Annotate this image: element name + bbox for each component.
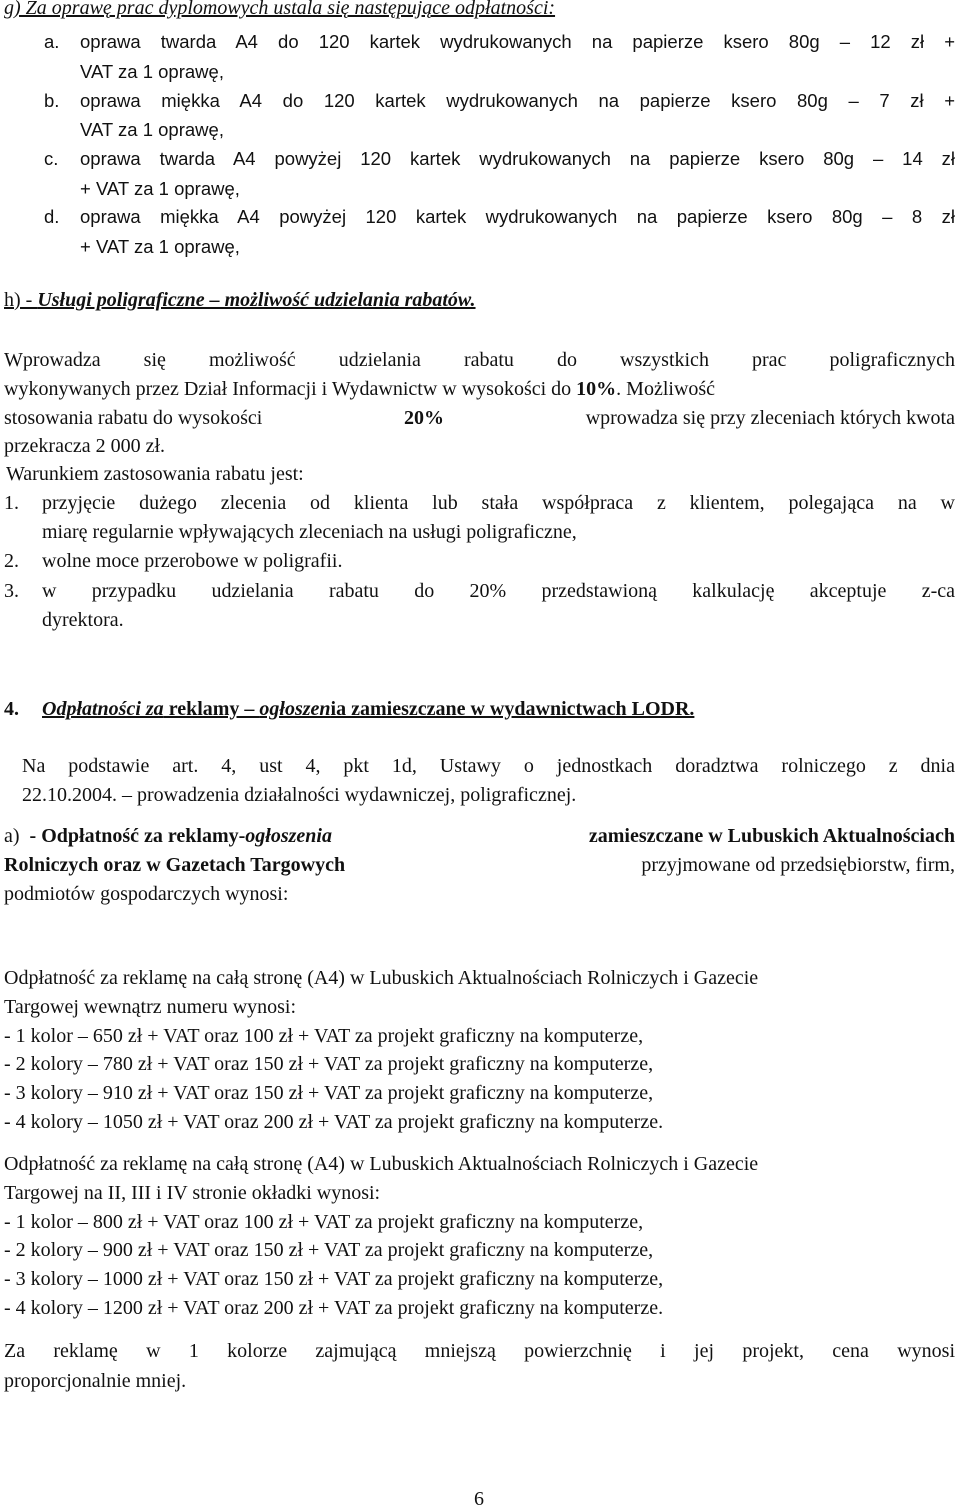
section-4-number: 4. [4, 698, 19, 720]
section-a-line2 [4, 853, 955, 877]
item-d-line2: + VAT za 1 oprawę, [80, 236, 240, 257]
section-a-line2-rest: przyjmowane od przedsiębiorstw, firm, [641, 854, 955, 876]
rabat-para-line2 [4, 377, 715, 401]
condition-3-marker: 3. [4, 580, 19, 602]
item-a-line2: VAT za 1 oprawę, [80, 61, 224, 82]
section-h-title: Usługi poligraficzne – możliwość udzielania rabatów. [37, 289, 476, 311]
rabat-para-line2a: wykonywanych przez Dział Informacji i Wydawnictw w wysokości do [4, 378, 572, 400]
pricing-cover-row: - 1 kolor – 800 zł + VAT oraz 100 zł + VAT za projekt graficzny na komputerze, [4, 1211, 644, 1233]
section-a-line1 [4, 824, 955, 848]
rabat-para-line3c: wprowadza się przy zleceniach których kwota [585, 407, 955, 429]
pricing-inside-row: - 4 kolory – 1050 zł + VAT oraz 200 zł + VAT za projekt graficzny na komputerze. [4, 1111, 664, 1133]
section-a-title-c: zamieszczane w Lubuskich Aktualnościach [588, 825, 955, 847]
condition-3-line2: dyrektora. [42, 609, 124, 631]
section-4-heading-part2: reklamy – [163, 698, 260, 720]
pricing-cover-intro2: Targowej na II, III i IV stronie okładki wynosi: [4, 1182, 381, 1204]
pricing-cover-row: - 4 kolory – 1200 zł + VAT oraz 200 zł + VAT za projekt graficzny na komputerze. [4, 1297, 664, 1319]
rabat-20-percent: 20% [404, 407, 444, 429]
condition-3-line1: w przypadku udzielania rabatu do 20% przedstawioną kalkulację akceptuje z-ca [42, 580, 955, 602]
section-4-basis-line1: Na podstawie art. 4, ust 4, pkt 1d, Ustawy o jednostkach doradztwa rolniczego z dnia [22, 755, 955, 777]
rabat-para-line4: przekracza 2 000 zł. [4, 435, 166, 457]
condition-1-marker: 1. [4, 492, 19, 514]
pricing-cover-row: - 3 kolory – 1000 zł + VAT oraz 150 zł + VAT za projekt graficzny na komputerze, [4, 1268, 664, 1290]
closing-line1: Za reklamę w 1 kolorze zajmującą mniejszą powierzchnię i jej projekt, cena wynosi [4, 1340, 955, 1362]
closing-line2: proporcjonalnie mniej. [4, 1370, 187, 1392]
condition-1-line1: przyjęcie dużego zlecenia od klienta lub stała współpraca z klientem, polegająca na w [42, 492, 955, 514]
section-h-prefix: h) - [4, 289, 38, 311]
pricing-inside-intro1: Odpłatność za reklamę na całą stronę (A4) w Lubuskich Aktualnościach Rolniczych i Gazecie [4, 967, 759, 989]
section-a-title-d: Rolniczych oraz w Gazetach Targowych [4, 854, 346, 876]
section-a-title-b: - Odpłatność za reklamy- [29, 825, 246, 847]
item-b-marker: b. [44, 90, 60, 111]
item-c-line2: + VAT za 1 oprawę, [80, 178, 240, 199]
pricing-inside-row: - 3 kolory – 910 zł + VAT oraz 150 zł + VAT za projekt graficzny na komputerze, [4, 1082, 654, 1104]
pricing-inside-row: - 1 kolor – 650 zł + VAT oraz 100 zł + VAT za projekt graficzny na komputerze, [4, 1025, 644, 1047]
section-h-heading [4, 288, 476, 312]
section-g-heading: g) Za oprawę prac dyplomowych ustala się następujące odpłatności: [4, 0, 556, 19]
item-a-marker: a. [44, 31, 60, 52]
item-c-line1: oprawa twarda A4 powyżej 120 kartek wydrukowanych na papierze ksero 80g – 14 zł [80, 148, 955, 169]
page-number: 6 [474, 1488, 484, 1510]
item-a-line1: oprawa twarda A4 do 120 kartek wydrukowanych na papierze ksero 80g – 12 zł + [80, 31, 955, 52]
pricing-inside-row: - 2 kolory – 780 zł + VAT oraz 150 zł + VAT za projekt graficzny na komputerze, [4, 1053, 654, 1075]
pricing-cover-row: - 2 kolory – 900 zł + VAT oraz 150 zł + VAT za projekt graficzny na komputerze, [4, 1239, 654, 1261]
rabat-para-line2c: . Możliwość [616, 378, 716, 400]
section-a-title-i: ogłoszenia [245, 825, 332, 847]
rabat-para-line3a: stosowania rabatu do wysokości [4, 407, 263, 429]
conditions-heading: Warunkiem zastosowania rabatu jest: [6, 463, 304, 485]
section-a-line3: podmiotów gospodarczych wynosi: [4, 883, 289, 905]
item-d-marker: d. [44, 206, 60, 227]
condition-1-line2: miarę regularnie wpływających zleceniach na usługi poligraficzne, [42, 521, 577, 543]
pricing-cover-intro1: Odpłatność za reklamę na całą stronę (A4) w Lubuskich Aktualnościach Rolniczych i Gazecie [4, 1153, 759, 1175]
section-a-marker: a) [4, 825, 20, 847]
pricing-inside-intro2: Targowej wewnątrz numeru wynosi: [4, 996, 297, 1018]
item-b-line2: VAT za 1 oprawę, [80, 119, 224, 140]
section-4-heading-part3: ogłoszen [259, 698, 331, 720]
rabat-para-line3 [4, 406, 955, 430]
condition-2-line1: wolne moce przerobowe w poligrafii. [42, 550, 343, 572]
section-4-heading-part4: ia zamieszczane w wydawnictwach LODR. [330, 698, 695, 720]
item-d-line1: oprawa miękka A4 powyżej 120 kartek wydrukowanych na papierze ksero 80g – 8 zł [80, 206, 955, 227]
rabat-10-percent: 10% [576, 378, 617, 400]
item-c-marker: c. [44, 148, 59, 169]
rabat-para-line1: Wprowadza się możliwość udzielania rabatu do wszystkich prac poligraficznych [4, 349, 955, 371]
item-b-line1: oprawa miękka A4 do 120 kartek wydrukowanych na papierze ksero 80g – 7 zł + [80, 90, 955, 111]
section-4-heading-part1: Odpłatności za [42, 698, 164, 720]
section-4-heading [42, 697, 694, 721]
condition-2-marker: 2. [4, 550, 19, 572]
section-4-basis-line2: 22.10.2004. – prowadzenia działalności wydawniczej, poligraficznej. [22, 784, 577, 806]
